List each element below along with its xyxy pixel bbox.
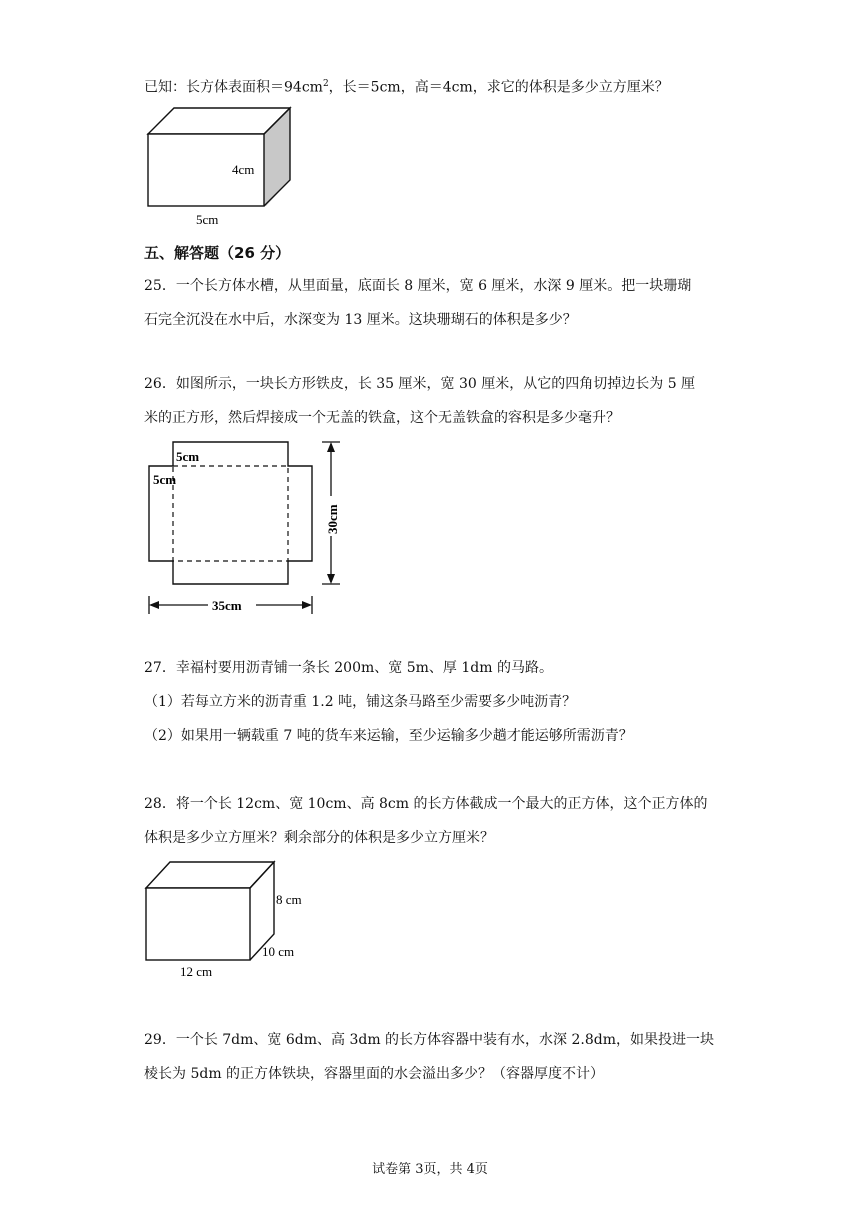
q28-cuboid-figure: [140, 856, 320, 986]
q24-height-label: 4cm: [232, 162, 255, 177]
q29-line1: 29．一个长 7dm、宽 6dm、高 3dm 的长方体容器中装有水，水深 2.8dm，如果投进一块: [144, 1032, 714, 1048]
q24-text: 已知：长方体表面积$=94cm^2$，长＝5cm，高＝4cm，求它的体积是多少立方厘米？: [144, 79, 669, 96]
q28-line2: 体积是多少立方厘米？剩余部分的体积是多少立方厘米？: [144, 830, 494, 846]
q26-line1: 26．如图所示，一块长方形铁皮，长 35 厘米，宽 30 厘米，从它的四角切掉边长为 5 厘: [144, 376, 696, 392]
page-footer: 试卷第 3页，共 4页: [372, 1162, 488, 1177]
q25-line2: 石完全沉没在水中后，水深变为 13 厘米。这块珊瑚石的体积是多少？: [144, 312, 577, 328]
q25-line1: 25．一个长方体水槽，从里面量，底面长 8 厘米，宽 6 厘米，水深 9 厘米。把一块珊瑚: [144, 278, 692, 294]
q29-line2: 棱长为 5dm 的正方体铁块，容器里面的水会溢出多少？（容器厚度不计）: [144, 1066, 605, 1082]
q27-line2: （1）若每立方米的沥青重 1.2 吨，铺这条马路至少需要多少吨沥青？: [144, 694, 577, 710]
q26-length-label: 35cm: [212, 598, 242, 613]
q28-line1: 28．将一个长 12cm、宽 10cm、高 8cm 的长方体截成一个最大的正方体，这个正方体的: [144, 796, 708, 812]
q26-sheet-figure: [140, 436, 350, 616]
q27-line1: 27．幸福村要用沥青铺一条长 200m、宽 5m、厚 1dm 的马路。: [144, 660, 553, 676]
q26-width-label: 30cm: [325, 504, 340, 534]
q28-length-label: 12 cm: [180, 964, 213, 979]
q27-line3: （2）如果用一辆载重 7 吨的货车来运输，至少运输多少趟才能运够所需沥青？: [144, 728, 633, 744]
q28-width-label: 10 cm: [262, 944, 295, 959]
q26-left-label: 5cm: [153, 472, 177, 487]
section-title: 五、解答题（26 分）: [144, 244, 291, 262]
q28-height-label: 8 cm: [276, 892, 302, 907]
q26-top-label: 5cm: [176, 449, 200, 464]
q24-cuboid-figure: [140, 102, 300, 228]
q24-length-label: 5cm: [196, 212, 219, 227]
q26-line2: 米的正方形，然后焊接成一个无盖的铁盒，这个无盖铁盒的容积是多少毫升？: [144, 410, 620, 426]
